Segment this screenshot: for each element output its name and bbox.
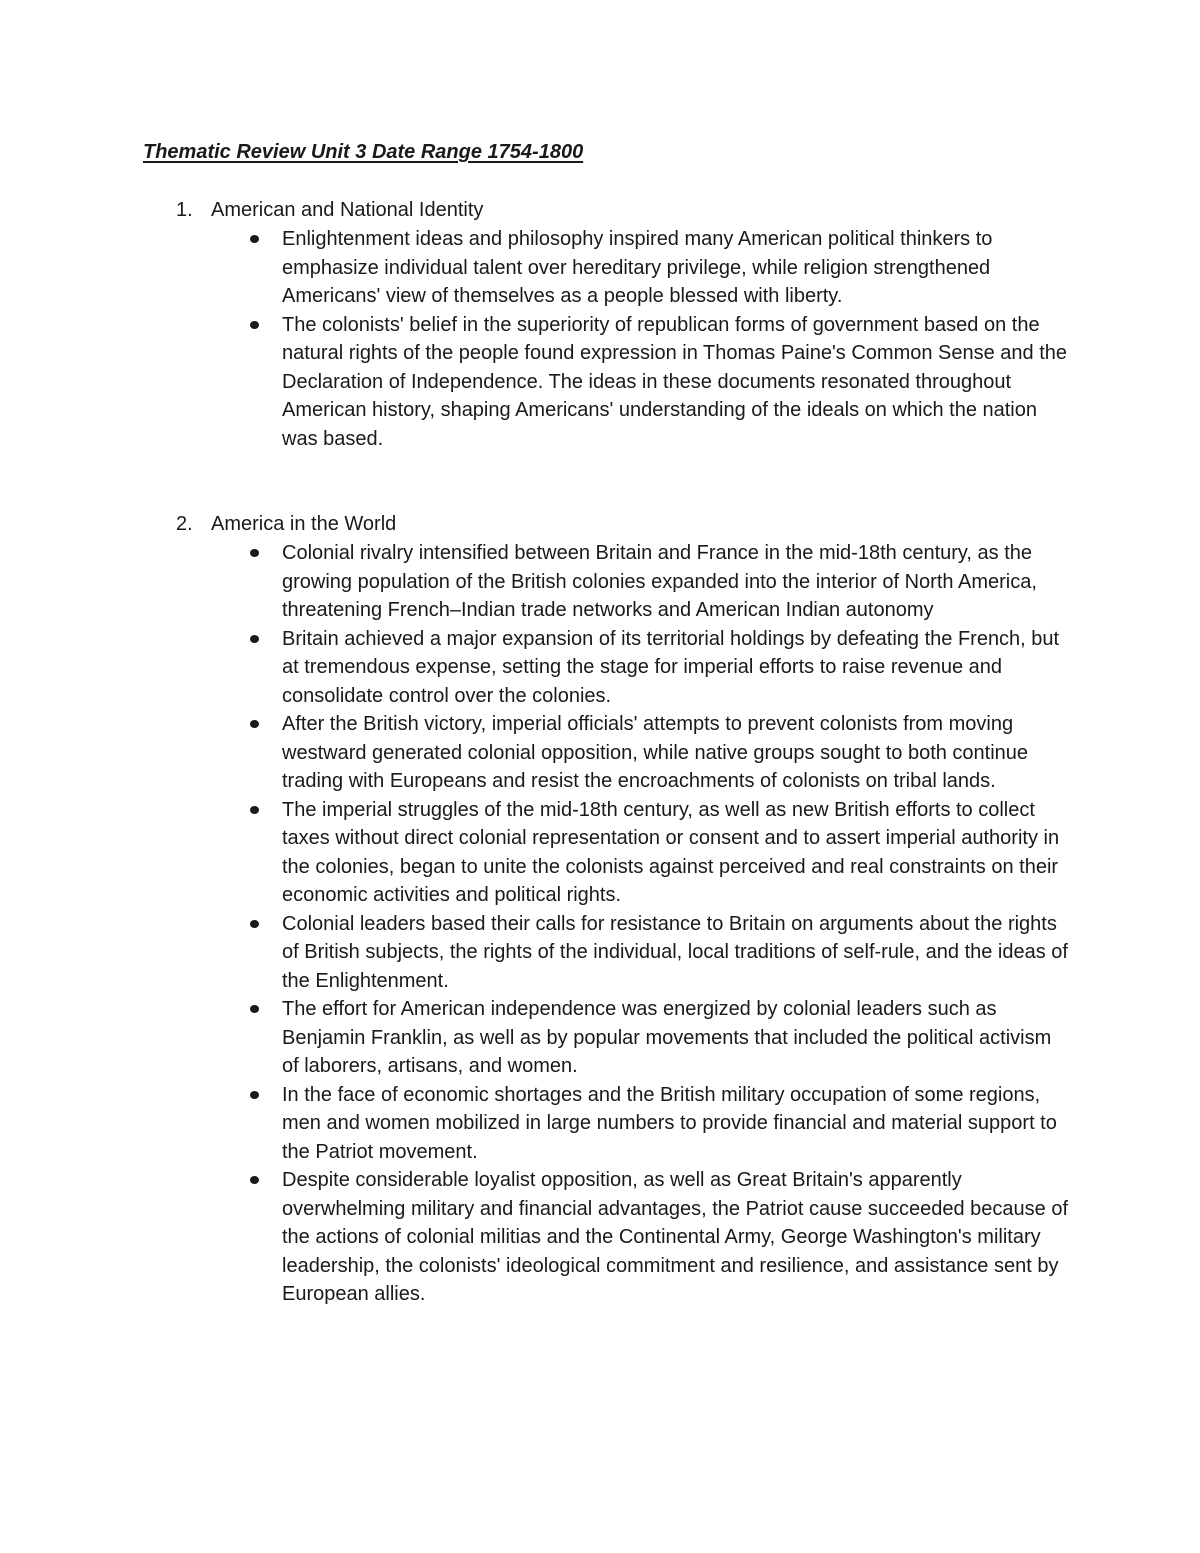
list-item	[0, 910, 1072, 996]
bullet-text: Enlightenment ideas and philosophy inspired many American political thinkers to emphasize individual talent over hereditary privilege, while religion strengthened Americans' view of themselves as a people blessed with liberty.	[282, 228, 993, 307]
section-heading	[0, 196, 1200, 225]
bullet-icon	[250, 321, 259, 329]
section-number: 1.	[176, 199, 193, 221]
bullet-text: The colonists' belief in the superiority of republican forms of government based on the natural rights of the people found expression in Thomas Paine's Common Sense and the Declaration of Independence. The ideas in these documents resonated throughout American history, shaping Americans' understanding of the ideals on which the nation was based.	[282, 313, 1068, 450]
list-item	[0, 539, 1072, 625]
bullet-icon	[250, 1005, 259, 1013]
bullet-list	[0, 225, 1200, 453]
bullet-text: The effort for American independence was energized by colonial leaders such as Benjamin Franklin, as well as by popular movements that included the political activism of laborers, artisans, and women.	[282, 998, 1052, 1077]
bullet-text: Colonial rivalry intensified between Britain and France in the mid-18th century, as the growing population of the British colonies expanded into the interior of North America, threatening French–Indian trade networks and American Indian autonomy	[282, 542, 1037, 621]
bullet-text: In the face of economic shortages and the British military occupation of some regions, men and women mobilized in large numbers to provide financial and material support to the Patriot movement.	[282, 1083, 1057, 1163]
bullet-icon	[250, 1091, 259, 1099]
bullet-icon	[250, 635, 259, 643]
bullet-list	[0, 539, 1200, 1309]
bullet-text: Despite considerable loyalist opposition, as well as Great Britain's apparently overwhelming military and financial advantages, the Patriot cause succeeded because of the actions of colonial militias and the Continental Army, George Washington's military leadership, the colonists' ideological commitment and resilience, and assistance sent by European allies.	[282, 1169, 1069, 1305]
section-title: America in the World	[211, 513, 397, 535]
list-item	[0, 796, 1072, 910]
section-number: 2.	[176, 513, 193, 535]
bullet-icon	[250, 720, 259, 728]
list-item	[0, 625, 1072, 711]
list-item	[0, 1081, 1072, 1167]
list-item	[0, 995, 1072, 1081]
bullet-icon	[250, 806, 259, 814]
section-heading	[0, 510, 1200, 539]
section-america-in-the-world	[0, 510, 1200, 1309]
bullet-icon	[250, 235, 259, 243]
bullet-icon	[250, 549, 259, 557]
bullet-text: After the British victory, imperial officials' attempts to prevent colonists from moving westward generated colonial opposition, while native groups sought to both continue trading with Europeans and resist the encroachments of colonists on tribal lands.	[282, 713, 1029, 792]
section-title: American and National Identity	[211, 199, 484, 221]
bullet-text: The imperial struggles of the mid-18th century, as well as new British efforts to collect taxes without direct colonial representation or consent and to assert imperial authority in the colonies, began to unite the colonists against perceived and real constraints on their economic activities and political rights.	[282, 798, 1060, 906]
list-item	[0, 1166, 1072, 1309]
list-item	[0, 710, 1072, 796]
bullet-text: Britain achieved a major expansion of its territorial holdings by defeating the French, but at tremendous expense, setting the stage for imperial efforts to raise revenue and consolidate control over the colonies.	[282, 627, 1060, 707]
bullet-icon	[250, 1176, 259, 1184]
document-title: Thematic Review Unit 3 Date Range 1754-1800	[143, 141, 584, 163]
bullet-icon	[250, 920, 259, 928]
bullet-text: Colonial leaders based their calls for resistance to Britain on arguments about the rights of British subjects, the rights of the individual, local traditions of self-rule, and the ideas of the Enlightenment.	[282, 912, 1068, 992]
section-american-national-identity	[0, 196, 1200, 453]
list-item	[0, 225, 1072, 311]
list-item	[0, 311, 1072, 454]
